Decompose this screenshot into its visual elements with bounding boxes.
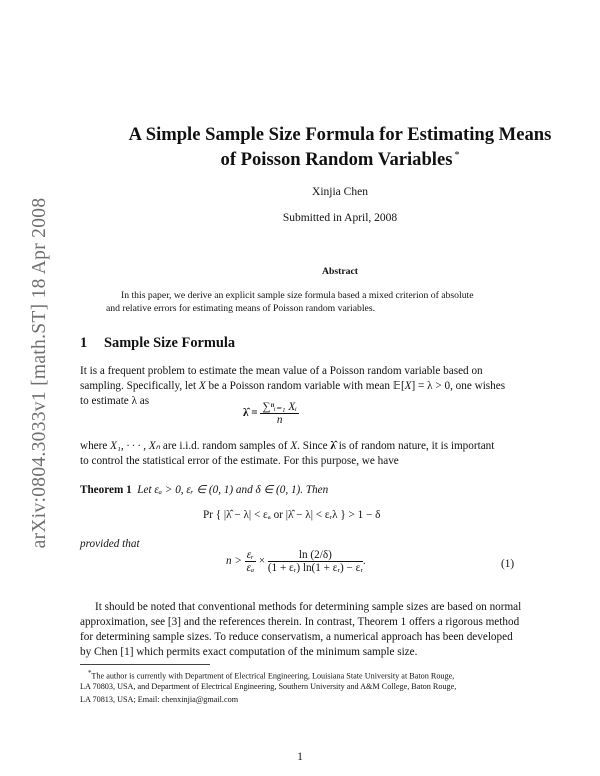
title-footnote-mark: * <box>454 150 460 161</box>
para3-line-1: It should be noted that conventional methods for determining sample sizes are based on normal <box>95 601 522 613</box>
footnote-line-2: LA 70803, USA, and Department of Electrical Engineering, Southern University and A&M College, Baton Rouge, <box>80 682 457 691</box>
footnote-line-3: LA 70813, USA; Email: chenxinjia@gmail.com <box>80 695 239 704</box>
title-line-2: of Poisson Random Variables * <box>220 149 460 170</box>
provided-that: provided that <box>80 538 140 550</box>
paper-page: arXiv:0804.3033v1 [math.ST] 18 Apr 2008 A Simple Sample Size Formula for Estimating Means of Poisson Random Variables * Xinjia Chen Submitted in April, 2008 Abstract In this paper, we derive an explicit sample size formula based a mixed criterion of absolute and relative errors for estimating means of Poisson random variables. 1 Sample Size Formula It is a frequent problem to estimate the mean value of a Poisson random variable based on sampling. Specifically, let X be a Poisson random variable with mean 𝔼[X] = λ > 0, one wishes to estimate λ as λ̂ = $\frac{\text{∑ⁿᵢ₌₁ Xᵢ}}{n}$ where X₁, · · · , Xₙ are i.i.d. random samples of X. Since λ̂ is of random nature, it is important to control the statistical error of the estimate. For this purpose, we have Theorem 1 Let εₐ > 0, εᵣ ∈ (0, 1) and δ ∈ (0, 1). Then Pr { |λ̂ − λ| < εₐ or |λ̂ − λ| < εᵣλ } > 1 − δ provided that n > $\frac{\text{εᵣ}}{\text{εₐ}}$ × $\frac{\ln (2/\delta)}{\text{(1 + εᵣ) ln(1 + εᵣ) − εᵣ}}$ . (1) It should be noted that conventional methods for determining sample sizes are based on normal approximation, see [3] and the references therein. In contrast, Theorem 1 offers a rigorous method for determining sample sizes. To reduce conservatism, a numerical approach has been developed by Chen [1] which permits exact computation of the minimum sample size. *The author is currently with Department of Electrical Engineering, Louisiana State University at Baton Rouge, LA 70803, USA, and Department of Electrical Engineering, Southern University and A&M College, Baton Rouge, LA 70813, USA; Email: chenxinjia@gmail.com 1 <box>0 0 600 776</box>
equation-number: (1) <box>501 558 515 570</box>
para1-line-2: sampling. Specifically, let X be a Poisson random variable with mean 𝔼[X] = λ > 0, one wishes <box>80 380 506 392</box>
submission-date: Submitted in April, 2008 <box>282 212 398 224</box>
para3-line-4: by Chen [1] which permits exact computation of the minimum sample size. <box>80 646 418 658</box>
probability-inequality: Pr { |λ̂ − λ| < εₐ or |λ̂ − λ| < εᵣλ } > 1 − δ <box>203 509 381 521</box>
abstract-heading: Abstract <box>321 266 359 277</box>
para3-line-3: for determining sample sizes. To reduce conservatism, a numerical approach has been developed <box>80 631 513 643</box>
title-line-1: A Simple Sample Size Formula for Estimating Means <box>128 124 552 145</box>
abstract-line-2: and relative errors for estimating means of Poisson random variables. <box>106 303 376 314</box>
para1-line-3: to estimate λ as <box>80 395 150 407</box>
abstract-line-1: In this paper, we derive an explicit sample size formula based a mixed criterion of absolute <box>121 290 474 301</box>
footnote-rule <box>80 664 210 665</box>
sample-size-condition: n > $\frac{\text{εᵣ}}{\text{εₐ}}$ × $\frac{\ln (2/\delta)}{\text{(1 + εᵣ) ln(1 + εᵣ) − εᵣ}}$ . <box>226 549 366 574</box>
section-heading: 1 Sample Size Formula <box>80 335 236 351</box>
para3-line-2: approximation, see [3] and the references therein. In contrast, Theorem 1 offers a rigorous method <box>80 616 520 628</box>
footnote-line-1: *The author is currently with Department of Electrical Engineering, Louisiana State University at Baton Rouge, <box>88 670 455 681</box>
author: Xinjia Chen <box>312 186 368 198</box>
para2-line-2: to control the statistical error of the estimate. For this purpose, we have <box>80 455 399 467</box>
para2-line-1: where X₁, · · · , Xₙ are i.i.d. random samples of X. Since λ̂ is of random nature, it is important <box>80 440 495 452</box>
para1-line-1: It is a frequent problem to estimate the mean value of a Poisson random variable based on <box>80 365 483 377</box>
estimator-equation: λ̂ = $\frac{\text{∑ⁿᵢ₌₁ Xᵢ}}{n}$ <box>243 401 297 426</box>
theorem-statement: Theorem 1 Let εₐ > 0, εᵣ ∈ (0, 1) and δ ∈ (0, 1). Then <box>80 484 329 496</box>
page-number: 1 <box>297 751 303 763</box>
